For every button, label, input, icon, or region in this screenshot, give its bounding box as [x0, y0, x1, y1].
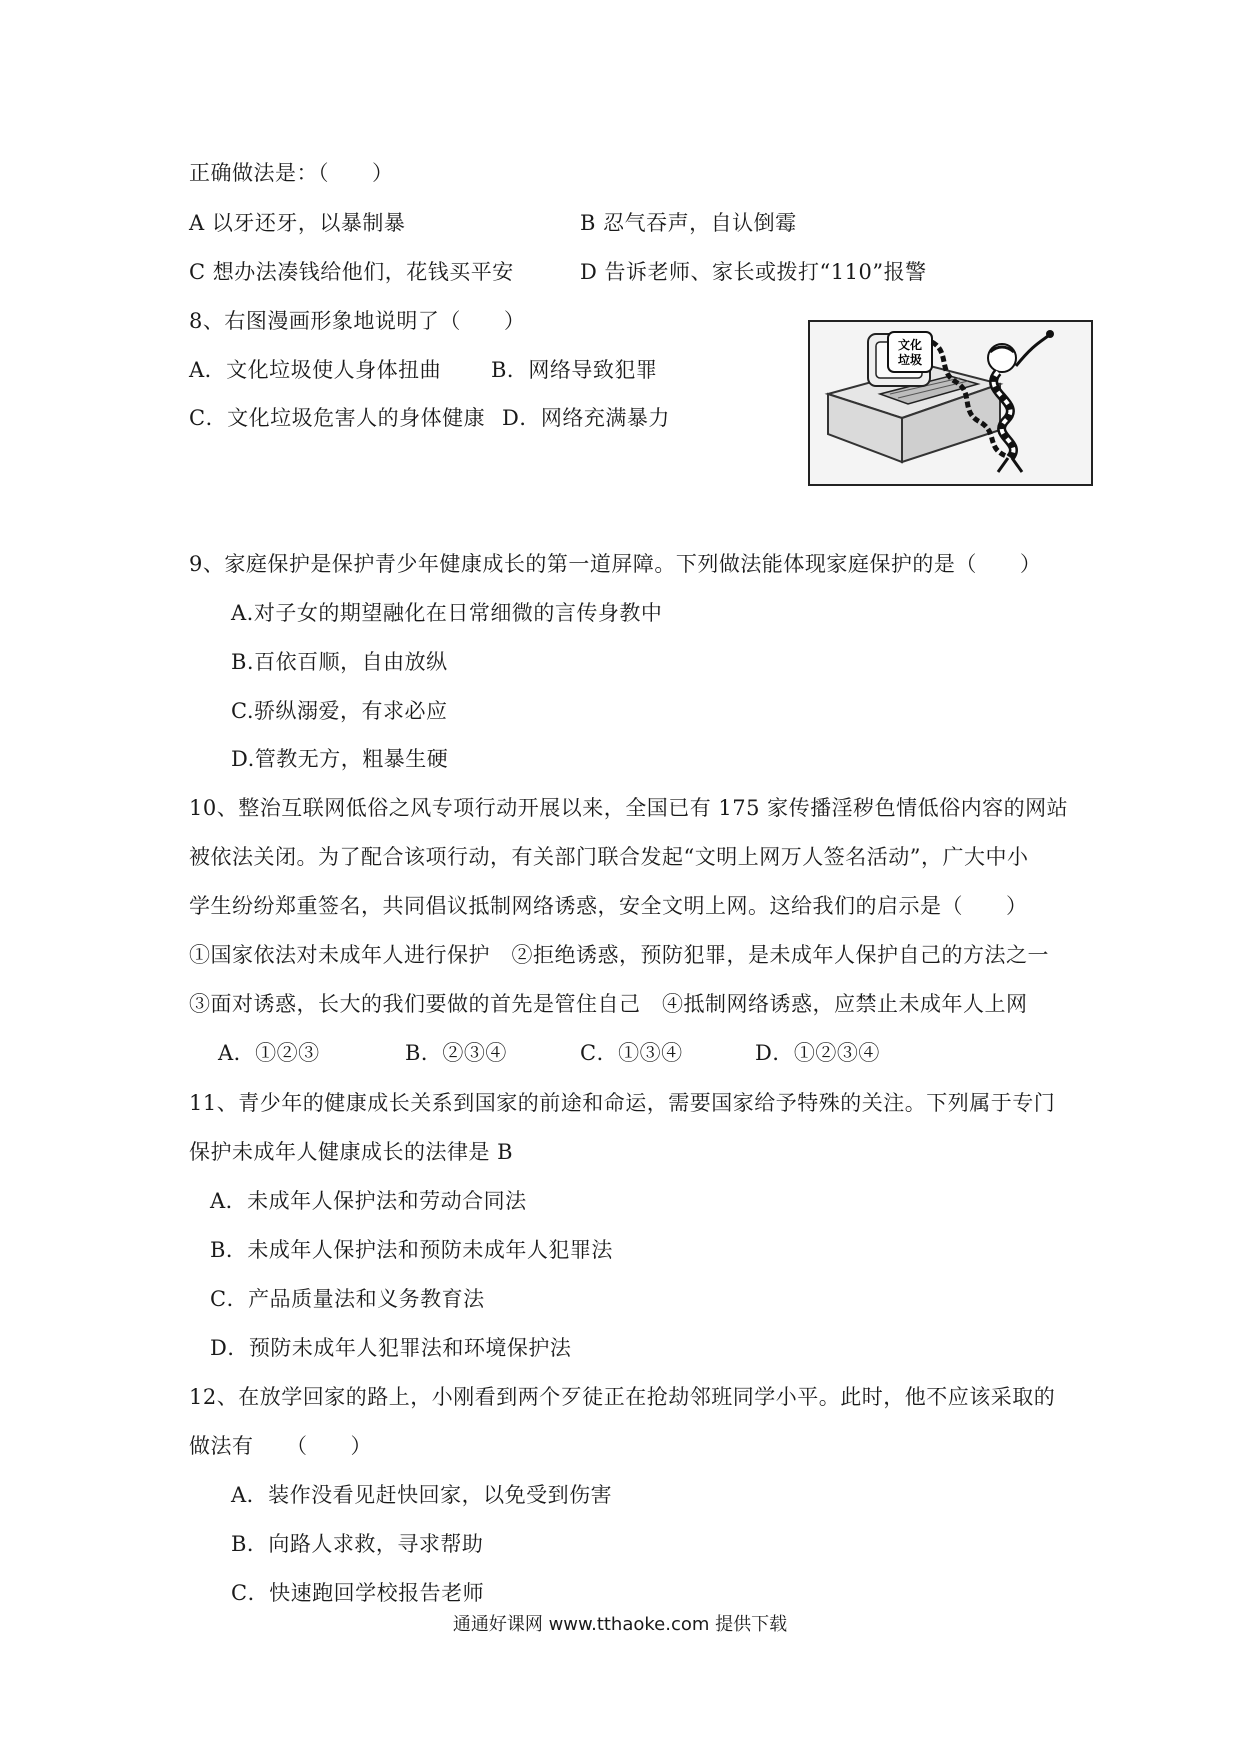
- q10-option-d: D．①②③④: [755, 1041, 880, 1065]
- cartoon-label-line1: 文化: [897, 338, 923, 352]
- q11-stem-line2: 保护未成年人健康成长的法律是 B: [189, 1140, 514, 1164]
- q10-option-c: C．①③④: [580, 1041, 683, 1065]
- q9-option-d: D.管教无方，粗暴生硬: [231, 747, 449, 771]
- q10-items-line1: ①国家依法对未成年人进行保护 ②拒绝诱惑，预防犯罪，是未成年人保护自己的方法之一: [189, 943, 1049, 967]
- q12-stem-line2: 做法有 （ ）: [189, 1434, 372, 1458]
- q7-option-d: D 告诉老师、家长或拨打“110”报警: [580, 260, 927, 284]
- cartoon-drawing: [810, 322, 1091, 484]
- q7-option-a: A 以牙还牙，以暴制暴: [189, 211, 406, 235]
- q9-option-c: C.骄纵溺爱，有求必应: [231, 699, 448, 723]
- q9-option-b: B.百依百顺，自由放纵: [231, 650, 448, 674]
- q7-option-b: B 忍气吞声，自认倒霉: [580, 211, 797, 235]
- q8-option-a: A．文化垃圾使人身体扭曲: [189, 358, 442, 382]
- q10-items-line2: ③面对诱惑，长大的我们要做的首先是管住自己 ④抵制网络诱惑，应禁止未成年人上网: [189, 992, 1028, 1016]
- q8-stem: 8、右图漫画形象地说明了（ ）: [189, 309, 526, 333]
- q9-stem: 9、家庭保护是保护青少年健康成长的第一道屏障。下列做法能体现家庭保护的是（ ）: [189, 552, 1042, 576]
- q8-option-c: C．文化垃圾危害人的身体健康: [189, 406, 486, 430]
- page-footer: 通通好课网 www.tthaoke.com 提供下载: [452, 1614, 788, 1635]
- q8-option-d: D．网络充满暴力: [502, 406, 670, 430]
- q10-stem-line2: 被依法关闭。为了配合该项行动，有关部门联合发起“文明上网万人签名活动”，广大中小: [189, 845, 1029, 869]
- q11-option-b: B．未成年人保护法和预防未成年人犯罪法: [210, 1238, 613, 1262]
- q11-option-d: D．预防未成年人犯罪法和环境保护法: [210, 1336, 572, 1360]
- q10-option-b: B．②③④: [405, 1041, 507, 1065]
- q12-option-c: C．快速跑回学校报告老师: [231, 1581, 485, 1605]
- q12-option-a: A．装作没看见赶快回家，以免受到伤害: [231, 1483, 613, 1507]
- cartoon-illustration: [808, 320, 1093, 486]
- q11-option-c: C．产品质量法和义务教育法: [210, 1287, 485, 1311]
- q11-option-a: A．未成年人保护法和劳动合同法: [210, 1189, 527, 1213]
- cartoon-label-line2: 垃圾: [897, 353, 923, 367]
- q10-stem-line3: 学生纷纷郑重签名，共同倡议抵制网络诱惑，安全文明上网。这给我们的启示是（ ）: [189, 894, 1028, 918]
- q9-option-a: A.对子女的期望融化在日常细微的言传身教中: [231, 601, 663, 625]
- q7-option-c: C 想办法凑钱给他们，花钱买平安: [189, 260, 514, 284]
- q12-option-b: B．向路人求救，寻求帮助: [231, 1532, 484, 1556]
- q10-stem-line1: 10、整治互联网低俗之风专项行动开展以来，全国已有 175 家传播淫秽色情低俗内容的网站: [189, 796, 1069, 820]
- q12-stem-line1: 12、在放学回家的路上，小刚看到两个歹徒正在抢劫邻班同学小平。此时，他不应该采取的: [189, 1385, 1056, 1409]
- q7-stem-end: 正确做法是：（ ）: [189, 161, 394, 185]
- q8-option-b: B．网络导致犯罪: [491, 358, 658, 382]
- q11-stem-line1: 11、青少年的健康成长关系到国家的前途和命运，需要国家给予特殊的关注。下列属于专门: [189, 1091, 1056, 1115]
- q10-option-a: A．①②③: [218, 1041, 320, 1065]
